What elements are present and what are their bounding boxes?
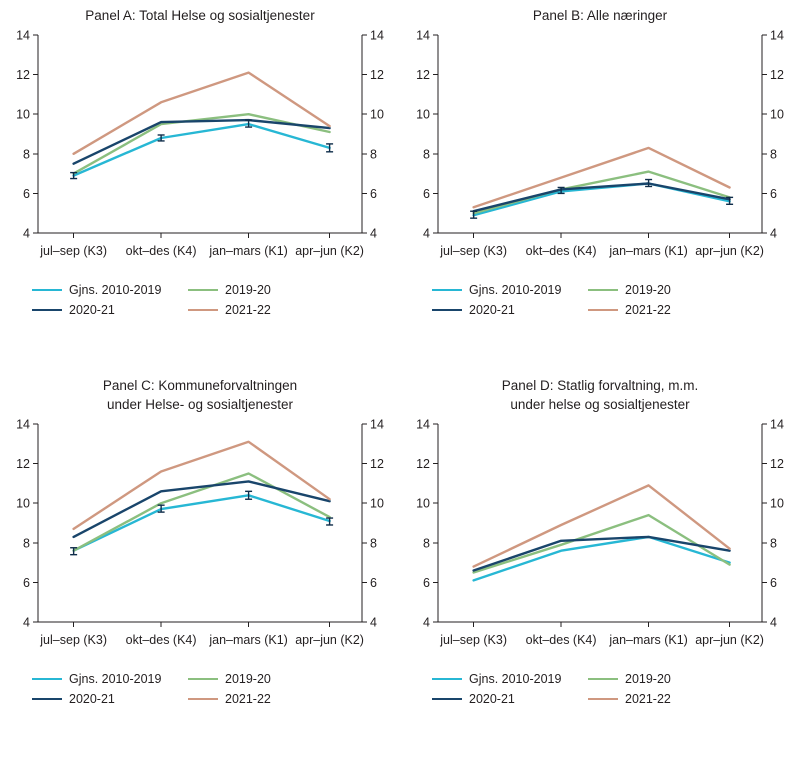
y-tick-label-left: 14 <box>416 28 430 43</box>
legend-swatch <box>188 289 218 291</box>
panel-c-title-line2: under Helse- og sosialtjenester <box>106 397 294 412</box>
panel-d-svg <box>400 414 800 664</box>
legend-label: 2020-21 <box>69 303 115 317</box>
y-tick-label-right: 4 <box>370 615 377 630</box>
panel-a-plot <box>0 25 400 275</box>
y-tick-label-right: 14 <box>370 417 384 432</box>
legend-swatch <box>588 698 618 700</box>
legend-label: 2019-20 <box>625 283 671 297</box>
legend-swatch <box>432 698 462 700</box>
legend-item <box>588 283 738 297</box>
y-tick-label-left: 6 <box>23 575 30 590</box>
y-tick-label-left: 14 <box>416 417 430 432</box>
legend-swatch <box>32 289 62 291</box>
y-tick-label-right: 8 <box>770 147 777 162</box>
x-tick-label: apr–jun (K2) <box>295 633 364 647</box>
legend-item <box>432 283 582 297</box>
x-tick-label: jul–sep (K3) <box>40 633 107 647</box>
panel-b-svg <box>400 25 800 275</box>
x-tick-label: jan–mars (K1) <box>209 633 288 647</box>
legend-item <box>432 303 582 317</box>
y-tick-label-left: 10 <box>416 107 430 122</box>
panel-b-plot <box>400 25 800 275</box>
legend-item <box>588 692 738 706</box>
panel-d-title-line1: Panel D: Statlig forvaltning, m.m. <box>501 378 699 393</box>
legend-swatch <box>32 678 62 680</box>
legend-label: 2019-20 <box>225 283 271 297</box>
legend-item <box>588 672 738 686</box>
x-tick-label: okt–des (K4) <box>525 633 597 647</box>
y-tick-label-right: 6 <box>370 186 377 201</box>
panel-b-legend <box>432 283 800 317</box>
y-tick-label-right: 10 <box>370 496 384 511</box>
y-tick-label-right: 10 <box>770 107 784 122</box>
panel-c-svg <box>0 414 400 664</box>
y-tick-label-right: 4 <box>370 226 377 241</box>
legend-swatch <box>188 309 218 311</box>
y-tick-label-left: 6 <box>23 186 30 201</box>
y-tick-label-right: 4 <box>770 226 777 241</box>
legend-swatch <box>188 678 218 680</box>
legend-label: 2020-21 <box>469 303 515 317</box>
y-tick-label-right: 12 <box>770 457 784 472</box>
y-tick-label-right: 4 <box>770 615 777 630</box>
legend-label: 2021-22 <box>225 692 271 706</box>
x-tick-label: jan–mars (K1) <box>609 633 688 647</box>
panel-b <box>400 0 800 370</box>
legend-swatch <box>588 289 618 291</box>
legend-label: 2021-22 <box>625 692 671 706</box>
y-tick-label-right: 10 <box>370 107 384 122</box>
y-tick-label-left: 14 <box>16 28 30 43</box>
legend-item <box>188 672 338 686</box>
y-tick-label-left: 8 <box>23 536 30 551</box>
legend-item <box>32 303 182 317</box>
legend-swatch <box>588 309 618 311</box>
legend-label: 2020-21 <box>69 692 115 706</box>
legend-item <box>432 672 582 686</box>
y-tick-label-left: 12 <box>16 68 30 83</box>
y-tick-label-right: 14 <box>770 28 784 43</box>
series-line-2020-21 <box>74 120 330 164</box>
x-tick-label: jul–sep (K3) <box>440 244 507 258</box>
legend-item <box>588 303 738 317</box>
x-tick-label: jan–mars (K1) <box>209 244 288 258</box>
legend-item <box>32 692 182 706</box>
panel-a-svg <box>0 25 400 275</box>
legend-swatch <box>588 678 618 680</box>
panel-d-plot <box>400 414 800 664</box>
x-tick-label: okt–des (K4) <box>125 633 197 647</box>
y-tick-label-left: 14 <box>16 417 30 432</box>
y-tick-label-left: 12 <box>416 68 430 83</box>
y-tick-label-right: 14 <box>770 417 784 432</box>
panel-d-legend <box>432 672 800 706</box>
panel-d-title-line2: under helse og sosialtjenester <box>510 397 690 412</box>
legend-label: 2021-22 <box>625 303 671 317</box>
panel-c-title-line1: Panel C: Kommuneforvaltningen <box>102 378 298 393</box>
legend-swatch <box>188 698 218 700</box>
y-tick-label-right: 6 <box>370 575 377 590</box>
x-tick-label: jan–mars (K1) <box>609 244 688 258</box>
panel-c <box>0 370 400 761</box>
y-tick-label-right: 6 <box>770 575 777 590</box>
y-tick-label-left: 12 <box>416 457 430 472</box>
series-line-2019-20 <box>74 474 330 551</box>
y-tick-label-left: 10 <box>416 496 430 511</box>
legend-label: Gjns. 2010-2019 <box>469 283 562 297</box>
y-tick-label-left: 4 <box>423 615 430 630</box>
legend-item <box>32 672 182 686</box>
y-tick-label-right: 8 <box>770 536 777 551</box>
series-line-2021-22 <box>474 148 730 207</box>
legend-label: 2021-22 <box>225 303 271 317</box>
x-tick-label: jul–sep (K3) <box>440 633 507 647</box>
x-tick-label: jul–sep (K3) <box>40 244 107 258</box>
legend-swatch <box>32 309 62 311</box>
y-tick-label-right: 14 <box>370 28 384 43</box>
y-tick-label-left: 10 <box>16 107 30 122</box>
series-line-2021-22 <box>474 485 730 566</box>
y-tick-label-left: 8 <box>423 536 430 551</box>
panel-c-legend <box>32 672 400 706</box>
legend-swatch <box>432 289 462 291</box>
x-tick-label: apr–jun (K2) <box>695 244 764 258</box>
y-tick-label-left: 4 <box>423 226 430 241</box>
series-line-gjns-2010-2019 <box>474 184 730 216</box>
legend-label: 2020-21 <box>469 692 515 706</box>
legend-label: Gjns. 2010-2019 <box>69 283 162 297</box>
y-tick-label-left: 8 <box>23 147 30 162</box>
series-line-2020-21 <box>474 184 730 212</box>
y-tick-label-left: 6 <box>423 575 430 590</box>
legend-label: Gjns. 2010-2019 <box>69 672 162 686</box>
series-line-2021-22 <box>74 73 330 154</box>
y-tick-label-left: 6 <box>423 186 430 201</box>
legend-label: 2019-20 <box>225 672 271 686</box>
panel-c-plot <box>0 414 400 664</box>
x-tick-label: okt–des (K4) <box>125 244 197 258</box>
legend-item <box>188 692 338 706</box>
y-tick-label-left: 4 <box>23 226 30 241</box>
panel-a-legend <box>32 283 400 317</box>
y-tick-label-right: 12 <box>770 68 784 83</box>
x-tick-label: apr–jun (K2) <box>695 633 764 647</box>
panel-a-title-text: Panel A: Total Helse og sosialtjenester <box>85 8 315 23</box>
legend-item <box>188 283 338 297</box>
legend-swatch <box>32 698 62 700</box>
panel-d <box>400 370 800 761</box>
legend-item <box>188 303 338 317</box>
legend-label: Gjns. 2010-2019 <box>469 672 562 686</box>
panel-b-title-text: Panel B: Alle næringer <box>532 8 668 23</box>
panel-d-title <box>400 370 800 414</box>
legend-swatch <box>432 678 462 680</box>
y-tick-label-left: 12 <box>16 457 30 472</box>
y-tick-label-right: 12 <box>370 457 384 472</box>
panel-c-title <box>0 370 400 414</box>
legend-swatch <box>432 309 462 311</box>
x-tick-label: okt–des (K4) <box>525 244 597 258</box>
legend-label: 2019-20 <box>625 672 671 686</box>
legend-item <box>432 692 582 706</box>
y-tick-label-right: 8 <box>370 147 377 162</box>
legend-item <box>32 283 182 297</box>
y-tick-label-right: 12 <box>370 68 384 83</box>
x-tick-label: apr–jun (K2) <box>295 244 364 258</box>
y-tick-label-left: 4 <box>23 615 30 630</box>
y-tick-label-right: 10 <box>770 496 784 511</box>
y-tick-label-right: 6 <box>770 186 777 201</box>
panel-a <box>0 0 400 370</box>
panel-a-title <box>0 0 400 25</box>
y-tick-label-right: 8 <box>370 536 377 551</box>
panel-b-title <box>400 0 800 25</box>
y-tick-label-left: 10 <box>16 496 30 511</box>
y-tick-label-left: 8 <box>423 147 430 162</box>
